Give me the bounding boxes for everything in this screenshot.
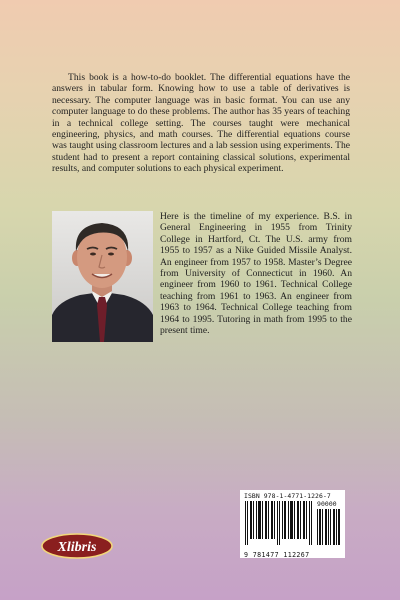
ean-barcode-bars — [244, 501, 314, 545]
xlibris-logo — [40, 532, 114, 560]
isbn-label: ISBN 978-1-4771-1226-7 — [244, 492, 331, 500]
price-code-block — [317, 501, 341, 550]
author-portrait-image — [52, 211, 153, 342]
price-code: 90000 — [317, 500, 337, 508]
blurb-text: This book is a how-to-do booklet. The differential equations have the answers in tabular form. Knowing how to use a table of derivatives is necessary. The computer language was in basic format. You can use any computer language to do these problems. The author has 35 years of teaching in a technical college setting. The courses taught were mechanical engineering, physics, and math courses. The differential equations course was taught using classroom lectures and a lab session using experiments. The student had to present a report containing classical solutions, experimental results, and computer solutions to each physical experiment. — [52, 72, 350, 175]
ean-digits: 9 781477 112267 — [244, 551, 310, 559]
author-bio — [160, 211, 352, 336]
isbn-barcode — [240, 490, 345, 558]
barcode-bars-row — [244, 501, 341, 550]
bio-text: Here is the timeline of my experience. B.S. in General Engineering in 1955 from Trinity College in Hartford, Ct. The U.S. army from 1955 to 1957 as a Nike Guided Missile Analyst. An engineer from 1957 to 1958. Master’s Degree from University of Connecticut in 1960. An engineer from 1960 to 1961. Technical College teaching from 1961 to 1963. An engineer from 1963 to 1964. Technical College teaching from 1964 to 1995. Tutoring in math from 1995 to the present time. — [160, 211, 352, 337]
logo-text: Xlibris — [57, 540, 97, 555]
author-photo — [52, 211, 153, 342]
back-cover-blurb — [52, 72, 350, 175]
price-addon-bars — [317, 509, 341, 545]
